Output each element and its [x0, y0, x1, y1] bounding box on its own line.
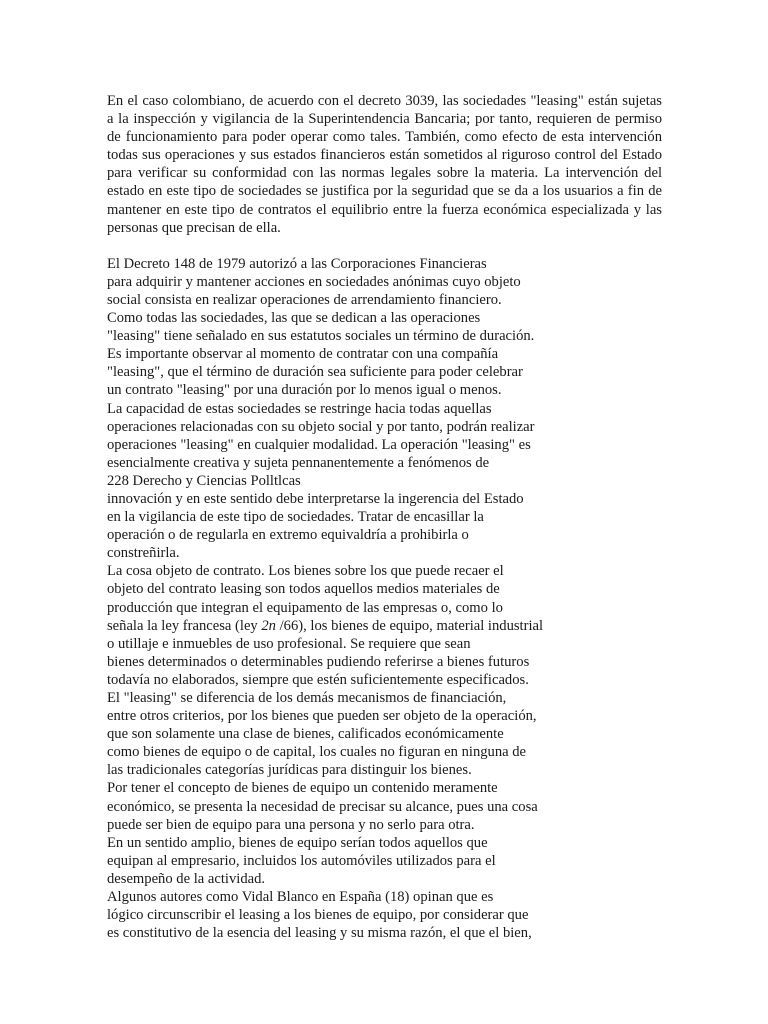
text-line: un contrato "leasing" por una duración por lo menos igual o menos.	[107, 382, 502, 399]
text-line: operaciones "leasing" en cualquier modalidad. La operación "leasing" es	[107, 436, 531, 453]
text-line: producción que integran el equipamento de las empresas o, como lo	[107, 599, 503, 616]
text-line: equipan al empresario, incluidos los automóviles utilizados para el	[107, 852, 496, 869]
ley-after: /66), los bienes de equipo, material industrial	[275, 617, 544, 634]
text-line: operación o de regularla en extremo equivaldría a prohibirla o	[107, 527, 469, 544]
text-line: bienes determinados o determinables pudiendo referirse a bienes futuros	[107, 653, 530, 670]
intro-paragraph: En el caso colombiano, de acuerdo con el decreto 3039, las sociedades "leasing" están sujetas a la inspección y vigilancia de la Superintendencia Bancaria; por tanto, requieren de permiso de funcionamiento para poder operar como tales. También, como efecto de esta intervención todas sus operaciones y sus estados financieros están sometidos al riguroso control del Estado para verificar su conformidad con las normas legales sobre la materia. La intervención del estado en este tipo de sociedades se justifica por la seguridad que se da a los usuarios a fin de mantener en este tipo de contratos el equilibrio entre la fuerza económica especializada y las personas que precisan de ella.	[107, 93, 662, 236]
document-page	[107, 92, 662, 942]
text-line: "leasing" tiene señalado en sus estatutos sociales un término de duración.	[107, 328, 535, 345]
ley-italic: 2n	[261, 617, 276, 634]
text-line: social consista en realizar operaciones de arrendamiento financiero.	[107, 291, 502, 308]
text-line: puede ser bien de equipo para una persona y no serlo para otra.	[107, 816, 475, 833]
text-line: que son solamente una clase de bienes, calificados económicamente	[107, 726, 504, 743]
text-line: Por tener el concepto de bienes de equipo un contenido meramente	[107, 780, 498, 797]
text-line: En un sentido amplio, bienes de equipo serían todos aquellos que	[107, 834, 488, 851]
text-line: como bienes de equipo o de capital, los cuales no figuran en ninguna de	[107, 744, 527, 761]
text-line: todavía no elaborados, siempre que estén suficientemente especificados.	[107, 671, 529, 688]
text-line: objeto del contrato leasing son todos aquellos medios materiales de	[107, 581, 500, 598]
text-line: es constitutivo de la esencia del leasing y su misma razón, el que el bien,	[107, 925, 532, 942]
text-line: económico, se presenta la necesidad de precisar su alcance, pues una cosa	[107, 798, 538, 815]
text-line: esencialmente creativa y sujeta pennanentemente a fenómenos de	[107, 454, 490, 471]
running-header-line: 228 Derecho y Ciencias Polltlcas	[107, 472, 301, 489]
text-line: para adquirir y mantener acciones en sociedades anónimas cuyo objeto	[107, 273, 521, 290]
text-line: El Decreto 148 de 1979 autorizó a las Corporaciones Financieras	[107, 255, 487, 272]
text-line: "leasing", que el término de duración sea suficiente para poder celebrar	[107, 364, 523, 381]
text-line: El "leasing" se diferencia de los demás mecanismos de financiación,	[107, 690, 507, 706]
body-lines	[107, 255, 662, 943]
text-line: constreñirla.	[107, 545, 180, 562]
text-line: o utillaje e inmuebles de uso profesional. Se requiere que sean	[107, 635, 471, 652]
text-line: lógico circunscribir el leasing a los bienes de equipo, por considerar que	[107, 907, 529, 924]
text-line: Es importante observar al momento de contratar con una compañía	[107, 346, 499, 363]
text-line: Como todas las sociedades, las que se dedican a las operaciones	[107, 310, 481, 327]
text-line: operaciones relacionadas con su objeto social y por tanto, podrán realizar	[107, 418, 535, 435]
text-line: desempeño de la actividad.	[107, 870, 266, 887]
text-line: Algunos autores como Vidal Blanco en España (18) opinan que es	[107, 889, 494, 906]
text-line: en la vigilancia de este tipo de sociedades. Tratar de encasillar la	[107, 509, 484, 526]
text-line: La cosa objeto de contrato. Los bienes sobre los que puede recaer el	[107, 563, 504, 580]
text-line-ley	[107, 617, 662, 635]
text-line: La capacidad de estas sociedades se restringe hacia todas aquellas	[107, 400, 492, 417]
text-line: innovación y en este sentido debe interpretarse la ingerencia del Estado	[107, 490, 524, 507]
text-line: las tradicionales categorías jurídicas para distinguir los bienes.	[107, 762, 472, 779]
ley-before: señala la ley francesa (ley	[107, 617, 262, 634]
text-line: entre otros criterios, por los bienes que pueden ser objeto de la operación,	[107, 708, 537, 725]
